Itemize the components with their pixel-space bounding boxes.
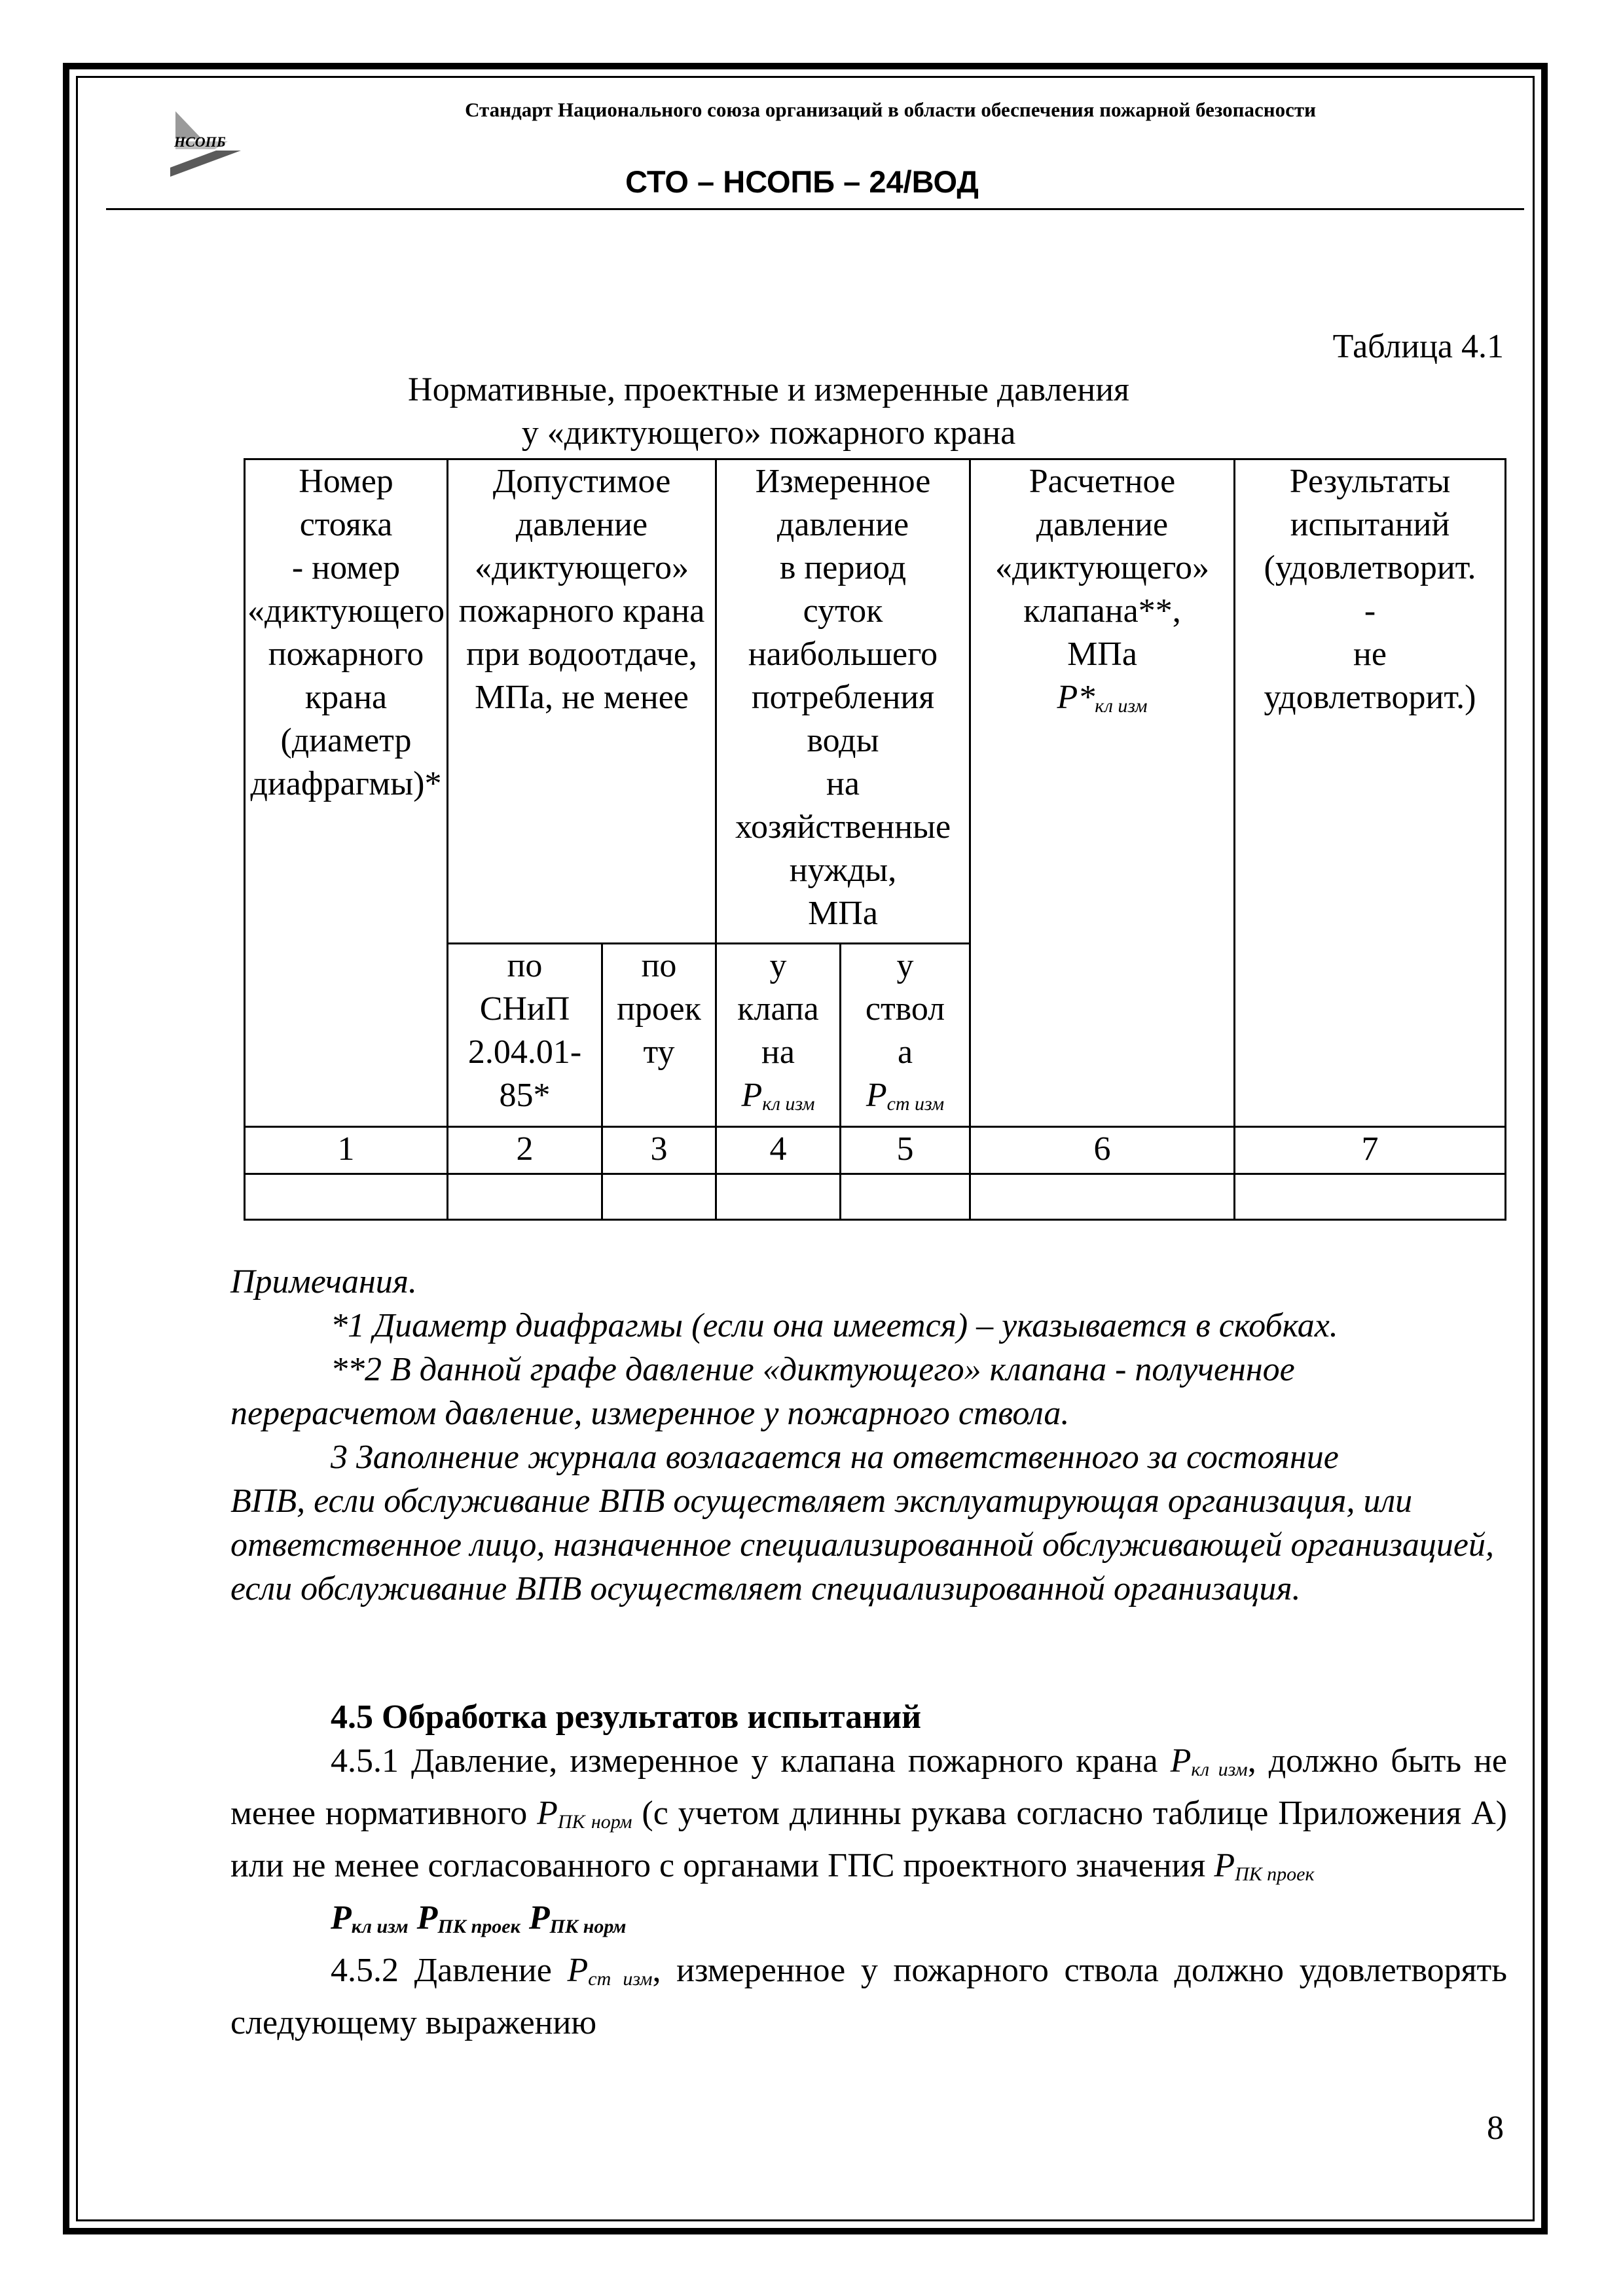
subheader-snip: по СНиП 2.04.01- 85* [448,944,602,1127]
table-caption-line1: Нормативные, проектные и измеренные давления [408,371,1129,408]
notes-block [230,1260,1507,1611]
table-number: Таблица 4.1 [1332,328,1504,365]
notes-title: Примечания. [230,1263,417,1300]
column-number: 7 [1235,1127,1506,1174]
empty-cell [841,1174,970,1220]
header-rule [106,208,1524,210]
empty-cell [245,1174,448,1220]
column-number: 5 [841,1127,970,1174]
logo-text: НСОПБ [174,134,226,150]
note-2-line1: **2 В данной графе давление «диктующего» клапана - полученное [331,1351,1295,1388]
subheader-valve: у клапа на $Р_{кл изм}$ [716,944,841,1127]
empty-cell [448,1174,602,1220]
pressure-table [244,458,1506,1221]
empty-cell [1235,1174,1506,1220]
column-number: 3 [602,1127,716,1174]
header-col-5: Результаты испытаний (удовлетворит. - не удовлетворит.) [1235,459,1506,1127]
empty-cell [716,1174,841,1220]
header-col-4: Расчетное давление «диктующего» клапана**, МПа $Р*_{кл изм}$ [970,459,1235,1127]
note-3-rest: ВПВ, если обслуживание ВПВ осуществляет эксплуатирующая организация, или ответственное лицо, назначенное специализированной обслуживающей организацией, если обслуживание ВПВ осуществляет специализированной организация. [230,1482,1494,1607]
column-number: 6 [970,1127,1235,1174]
empty-data-row [245,1174,1506,1220]
document-code: СТО – НСОПБ – 24/ВОД [625,164,979,199]
empty-cell [602,1174,716,1220]
table-caption-line2: у «диктующего» пожарного крана [521,414,1016,452]
column-numbers-row [245,1127,1506,1174]
note-1: *1 Диаметр диафрагмы (если она имеется) – указывается в скобках. [331,1307,1338,1344]
paragraph-4-5-2: 4.5.2 Давление $Р_{ст изм}$, измеренное у пожарного ствола должно удовлетворять следующему выражению [230,1952,1508,2041]
note-2-line2: перерасчетом давление, измеренное у пожарного ствола. [230,1395,1070,1432]
header-col-1: Номер стояка - номер «диктующего пожарного крана (диаметр диафрагмы)* [245,459,448,1127]
section-heading: 4.5 Обработка результатов испытаний [331,1698,922,1736]
pressure-inequality: $Р_{кл изм}$ $Р_{ПК проек}$ $Р_{ПК норм}$ [331,1899,627,1937]
header-col-3: Измеренное давление в период суток наибольшего потребления воды на хозяйственные нужды, МПа [716,459,970,944]
subheader-project: по проек ту [602,944,716,1127]
page-number: 8 [1487,2109,1504,2147]
col4-symbol: $Р*_{кл изм}$ [1057,679,1148,717]
empty-cell [970,1174,1235,1220]
subheader-nozzle: у ствол а $Р_{ст изм}$ [841,944,970,1127]
header-col-2: Допустимое давление «диктующего» пожарного крана при водоотдаче, МПа, не менее [448,459,716,944]
column-number: 2 [448,1127,602,1174]
note-3-line1: 3 Заполнение журнала возлагается на ответственного за состояние [331,1439,1339,1476]
organization-line: Стандарт Национального союза организаций в области обеспечения пожарной безопасности [465,98,1316,121]
section-4-5 [230,1695,1507,2045]
column-number: 4 [716,1127,841,1174]
paragraph-4-5-1: 4.5.1 Давление, измеренное у клапана пожарного крана $Р_{кл изм}$, должно быть не менее нормативного $Р_{ПК норм}$ (с учетом длинны рукава согласно таблице Приложения А) или не менее согласованного с органами ГПС проектного значения $Р_{ПК проек}$ [230,1742,1507,1885]
column-number: 1 [245,1127,448,1174]
